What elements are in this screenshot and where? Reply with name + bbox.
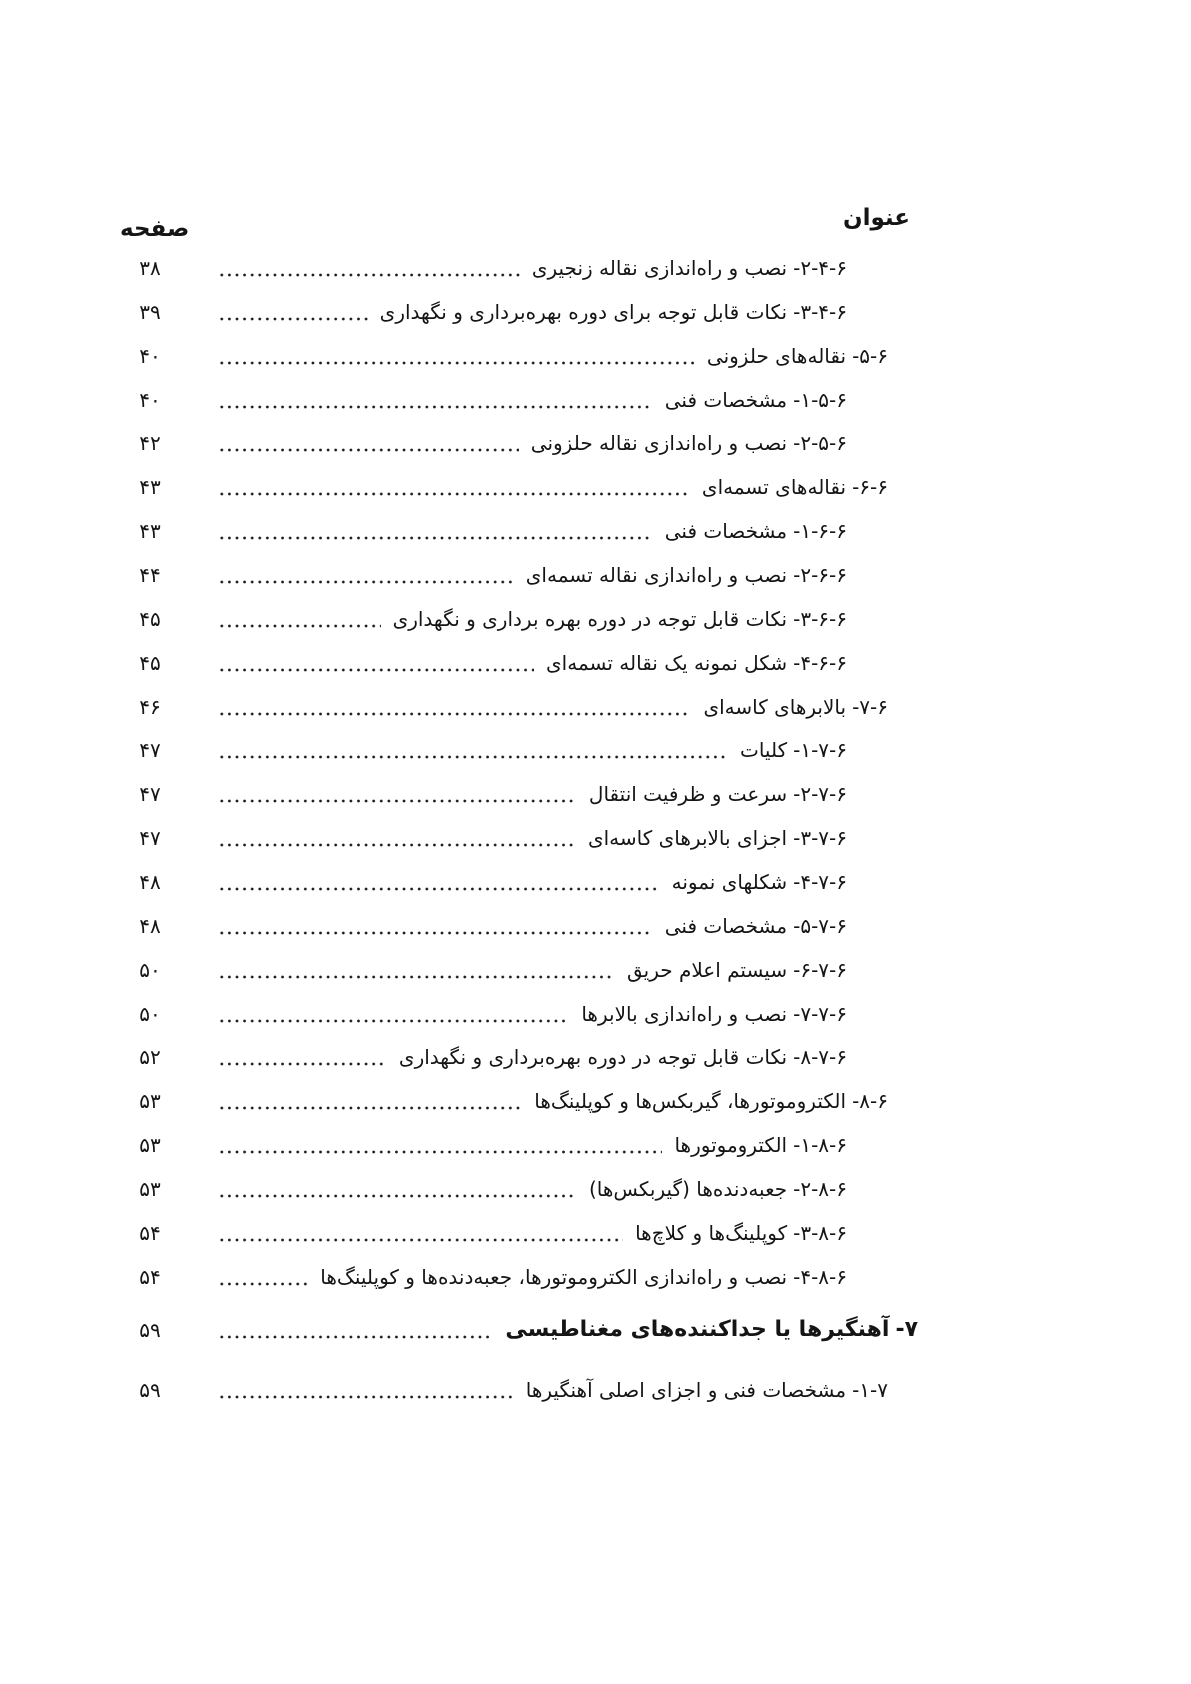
dot-leader bbox=[218, 668, 534, 672]
dot-leader bbox=[218, 1335, 493, 1339]
dot-leader bbox=[218, 931, 653, 935]
page-number: ۵۴ bbox=[139, 1220, 161, 1245]
entry-title: مشخصات فنی و اجزای اصلی آهنگیرها bbox=[525, 1377, 847, 1402]
dot-leader bbox=[218, 755, 728, 759]
dot-leader bbox=[218, 1238, 623, 1242]
toc-subsection-entry bbox=[110, 860, 920, 904]
toc-subsection-entry bbox=[110, 1255, 920, 1299]
entry-number: ۶-۶-۲- bbox=[793, 562, 847, 587]
page-number: ۴۸ bbox=[139, 913, 161, 938]
entry-number: ۶-۵-۱- bbox=[793, 387, 847, 412]
entry-title: شکل نمونه یک نقاله تسمه‌ای bbox=[546, 650, 788, 675]
page-column-label: صفحه bbox=[120, 216, 190, 242]
page-number: ۵۰ bbox=[139, 957, 161, 982]
page-number: ۴۵ bbox=[139, 650, 161, 675]
dot-leader bbox=[218, 273, 520, 277]
entry-title: جعبه‌دنده‌ها (گیربکس‌ها) bbox=[588, 1176, 788, 1201]
entry-number: ۶-۷-۷- bbox=[793, 1001, 847, 1026]
toc-subsection-entry bbox=[110, 246, 920, 290]
dot-leader bbox=[218, 1395, 514, 1399]
dot-leader bbox=[218, 492, 690, 496]
dot-leader bbox=[218, 1282, 308, 1286]
page-number: ۴۷ bbox=[139, 782, 161, 807]
dot-leader bbox=[218, 799, 577, 803]
dot-leader bbox=[218, 843, 576, 847]
toc-subsection-entry bbox=[110, 378, 920, 422]
entry-title: نقاله‌های حلزونی bbox=[706, 343, 847, 368]
entry-number: ۶-۶-۴- bbox=[793, 650, 847, 675]
page-number: ۴۲ bbox=[139, 431, 161, 456]
entry-number: ۶-۶- bbox=[852, 475, 888, 500]
entry-number: ۶-۴-۳- bbox=[793, 299, 847, 324]
page-number: ۴۴ bbox=[139, 562, 161, 587]
entry-number: ۶-۷-۸- bbox=[793, 1045, 847, 1070]
toc-subsection-entry bbox=[110, 816, 920, 860]
entry-title: آهنگیرها یا جداکننده‌های مغناطیسی bbox=[505, 1316, 890, 1342]
page-number: ۳۹ bbox=[139, 299, 161, 324]
toc-section-entry bbox=[110, 1368, 920, 1412]
toc-section-entry bbox=[110, 334, 920, 378]
page-number: ۵۹ bbox=[139, 1377, 161, 1402]
toc-subsection-entry bbox=[110, 904, 920, 948]
page-number: ۴۵ bbox=[139, 606, 161, 631]
entry-number: ۶-۸-۴- bbox=[793, 1264, 847, 1289]
entry-number: ۷- bbox=[895, 1316, 918, 1342]
entry-title: اجزای بالابرهای کاسه‌ای bbox=[587, 826, 788, 851]
entry-number: ۶-۵- bbox=[852, 343, 888, 368]
entry-title: نکات قابل توجه در دوره بهره‌برداری و نگهداری bbox=[398, 1045, 788, 1070]
entry-title: مشخصات فنی bbox=[664, 913, 788, 938]
entry-number: ۶-۷-۵- bbox=[793, 913, 847, 938]
toc-subsection-entry bbox=[110, 948, 920, 992]
entry-number: ۶-۷-۳- bbox=[793, 826, 847, 851]
page-number: ۵۰ bbox=[139, 1001, 161, 1026]
toc-subsection-entry bbox=[110, 1211, 920, 1255]
entry-number: ۶-۷-۴- bbox=[793, 869, 847, 894]
dot-leader bbox=[218, 405, 653, 409]
page-number: ۴۰ bbox=[139, 343, 161, 368]
table-of-contents bbox=[110, 246, 920, 1412]
page-number: ۵۳ bbox=[139, 1133, 161, 1158]
toc-subsection-entry bbox=[110, 553, 920, 597]
entry-title: نقاله‌های تسمه‌ای bbox=[701, 475, 847, 500]
page-number: ۵۳ bbox=[139, 1089, 161, 1114]
entry-title: مشخصات فنی bbox=[664, 519, 788, 544]
entry-title: نصب و راه‌اندازی نقاله زنجیری bbox=[531, 255, 788, 280]
entry-number: ۶-۶-۳- bbox=[793, 606, 847, 631]
dot-leader bbox=[218, 317, 368, 321]
page-number: ۴۳ bbox=[139, 519, 161, 544]
page-number: ۴۷ bbox=[139, 826, 161, 851]
toc-subsection-entry bbox=[110, 641, 920, 685]
entry-number: ۶-۶-۱- bbox=[793, 519, 847, 544]
entry-title: کلیات bbox=[740, 738, 788, 763]
entry-number: ۶-۸- bbox=[852, 1089, 888, 1114]
page-number: ۳۸ bbox=[139, 255, 161, 280]
title-column-label: عنوان bbox=[842, 205, 910, 231]
dot-leader bbox=[218, 1150, 662, 1154]
entry-number: ۷-۱- bbox=[852, 1377, 888, 1402]
entry-title: سیستم اعلام حریق bbox=[626, 957, 788, 982]
page-number: ۵۴ bbox=[139, 1264, 161, 1289]
entry-number: ۶-۷-۲- bbox=[793, 782, 847, 807]
entry-title: نصب و راه‌اندازی الکتروموتورها، جعبه‌دنده‌ها و کوپلینگ‌ها bbox=[320, 1264, 788, 1289]
entry-title: نصب و راه‌اندازی نقاله تسمه‌ای bbox=[525, 562, 788, 587]
entry-number: ۶-۸-۲- bbox=[793, 1176, 847, 1201]
entry-number: ۶-۷- bbox=[852, 694, 888, 719]
toc-subsection-entry bbox=[110, 421, 920, 465]
toc-section-entry bbox=[110, 1079, 920, 1123]
entry-title: الکتروموتورها، گیربکس‌ها و کوپلینگ‌ها bbox=[534, 1089, 847, 1114]
dot-leader bbox=[218, 1106, 522, 1110]
dot-leader bbox=[218, 1019, 569, 1023]
entry-title: سرعت و ظرفیت انتقال bbox=[588, 782, 788, 807]
toc-section-entry bbox=[110, 685, 920, 729]
entry-title: نکات قابل توجه برای دوره بهره‌برداری و نگهداری bbox=[379, 299, 788, 324]
toc-subsection-entry bbox=[110, 1035, 920, 1079]
dot-leader bbox=[218, 1194, 577, 1198]
dot-leader bbox=[218, 448, 519, 452]
entry-title: بالابرهای کاسه‌ای bbox=[703, 694, 847, 719]
toc-subsection-entry bbox=[110, 1123, 920, 1167]
entry-number: ۶-۷-۱- bbox=[793, 738, 847, 763]
page-number: ۵۹ bbox=[139, 1317, 161, 1342]
entry-title: مشخصات فنی bbox=[664, 387, 788, 412]
entry-number: ۶-۴-۲- bbox=[793, 255, 847, 280]
entry-number: ۶-۷-۶- bbox=[793, 957, 847, 982]
dot-leader bbox=[218, 975, 615, 979]
entry-number: ۶-۵-۲- bbox=[793, 431, 847, 456]
page-number: ۵۳ bbox=[139, 1176, 161, 1201]
toc-subsection-entry bbox=[110, 992, 920, 1036]
dot-leader bbox=[218, 361, 695, 365]
dot-leader bbox=[218, 624, 381, 628]
dot-leader bbox=[218, 580, 514, 584]
toc-section-entry bbox=[110, 465, 920, 509]
toc-chapter-entry bbox=[110, 1308, 920, 1352]
toc-subsection-entry bbox=[110, 597, 920, 641]
toc-subsection-entry bbox=[110, 772, 920, 816]
entry-number: ۶-۸-۳- bbox=[793, 1220, 847, 1245]
page-number: ۵۲ bbox=[139, 1045, 161, 1070]
page-number: ۴۸ bbox=[139, 869, 161, 894]
entry-number: ۶-۸-۱- bbox=[793, 1133, 847, 1158]
entry-title: نکات قابل توجه در دوره بهره برداری و نگهداری bbox=[392, 606, 788, 631]
dot-leader bbox=[218, 1062, 387, 1066]
entry-title: الکتروموتورها bbox=[674, 1133, 788, 1158]
entry-title: نصب و راه‌اندازی بالابرها bbox=[581, 1001, 788, 1026]
entry-title: کوپلینگ‌ها و کلاچ‌ها bbox=[635, 1220, 788, 1245]
dot-leader bbox=[218, 887, 660, 891]
toc-subsection-entry bbox=[110, 509, 920, 553]
toc-subsection-entry bbox=[110, 1167, 920, 1211]
entry-title: نصب و راه‌اندازی نقاله حلزونی bbox=[530, 431, 788, 456]
page-number: ۴۶ bbox=[139, 694, 161, 719]
dot-leader bbox=[218, 712, 691, 716]
dot-leader bbox=[218, 536, 653, 540]
entry-title: شکلهای نمونه bbox=[671, 869, 788, 894]
toc-subsection-entry bbox=[110, 728, 920, 772]
page-number: ۴۳ bbox=[139, 475, 161, 500]
toc-subsection-entry bbox=[110, 290, 920, 334]
page-number: ۴۷ bbox=[139, 738, 161, 763]
page-number: ۴۰ bbox=[139, 387, 161, 412]
